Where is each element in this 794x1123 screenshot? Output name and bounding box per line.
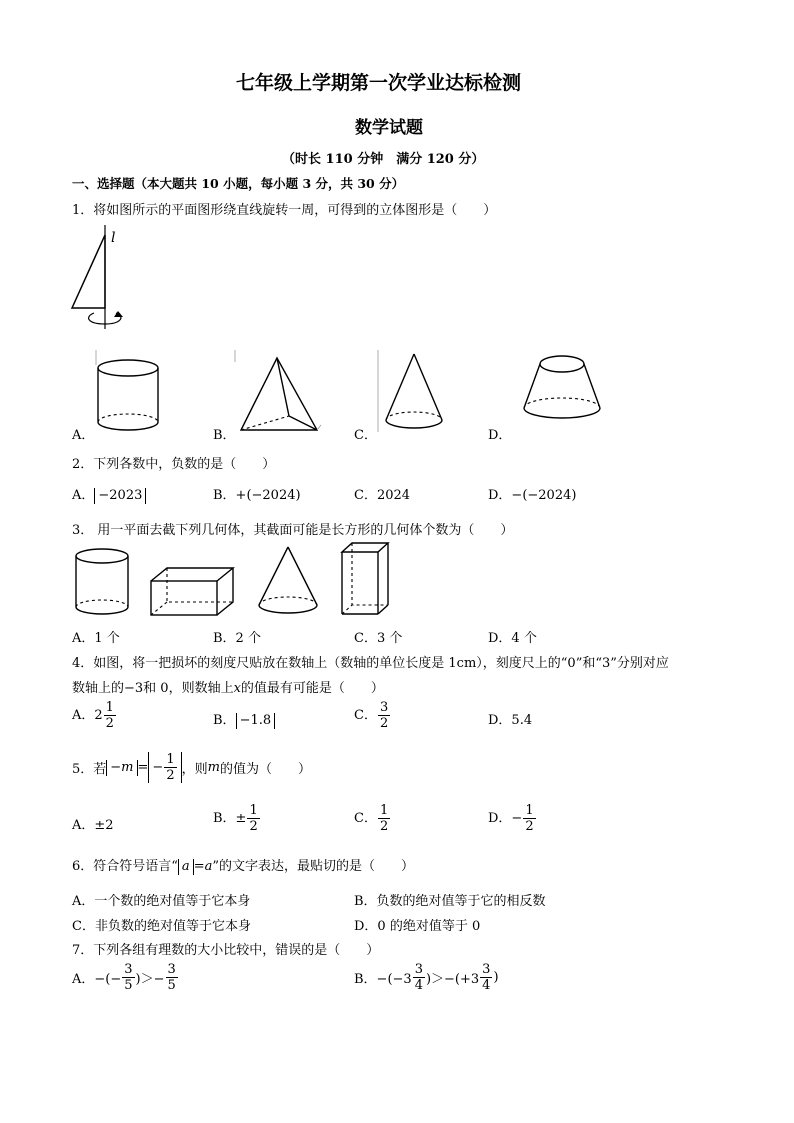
q3-option-a: A．1 个	[72, 631, 120, 646]
q4-c-den: 2	[379, 716, 389, 731]
q2-a-label: A．	[72, 488, 95, 503]
q1-option-d: D．	[488, 428, 512, 443]
q5-option-c	[354, 803, 391, 834]
q4-line2-post: 的值最有可能是（ ）	[240, 681, 384, 696]
q5-rhs-sign: −	[152, 760, 164, 775]
q4-c-num: 3	[379, 700, 389, 715]
q4-stem-line2	[72, 677, 384, 696]
exam-subject: 数学试题	[355, 118, 423, 138]
q6-option-b: B．负数的绝对值等于它的相反数	[354, 894, 546, 909]
q4-stem-line1: 4．如图，将一把损坏的刻度尺贴放在数轴上（数轴的单位长度是 1cm），刻度尺上的“0”和“3”分别对应	[72, 656, 669, 671]
q5-c-fraction	[378, 803, 390, 834]
q1-option-c: C．	[354, 428, 377, 443]
q5-stem	[72, 752, 311, 783]
q4-a-whole: 2	[94, 708, 103, 723]
frustum-shape	[518, 350, 608, 435]
q7-b-num2: 3	[482, 962, 491, 977]
q6-stem	[72, 855, 414, 875]
q1-option-b: B．	[213, 428, 236, 443]
q7-stem: 7．下列各组有理数的大小比较中，错误的是（ ）	[72, 943, 380, 958]
q4-option-d: D．5.4	[488, 713, 533, 728]
q4-a-num: 1	[105, 700, 114, 715]
q3-option-b: B．2 个	[213, 631, 261, 646]
q3-cuboid	[148, 565, 238, 620]
section-heading: 一、选择题（本大题共 10 小题，每小题 3 分，共 30 分）	[72, 176, 405, 191]
q7-option-a	[72, 962, 179, 993]
q5-b-num: 1	[249, 803, 258, 818]
pyramid-shape	[233, 350, 328, 435]
q4-a-den: 2	[105, 716, 114, 731]
q6-abs-a: a	[178, 859, 194, 875]
q5-b-fraction	[247, 803, 259, 834]
q7-b-fraction1	[413, 962, 425, 993]
q4-a-fraction	[104, 700, 116, 731]
q6-option-c: C．非负数的绝对值等于它本身	[72, 919, 251, 934]
q2-stem: 2．下列各数中，负数的是（ ）	[72, 457, 276, 472]
q7-b-end: )	[493, 970, 499, 985]
q2-option-a	[72, 484, 146, 504]
q6-option-a: A．一个数的绝对值等于它本身	[72, 894, 251, 909]
exam-info: （时长 110 分钟 满分 120 分）	[282, 152, 485, 167]
q7-a-den1: 5	[124, 978, 133, 993]
q3-cone	[254, 545, 326, 617]
q7-a-den2: 5	[167, 978, 176, 993]
q2-option-c: C．2024	[354, 488, 411, 503]
q4-c-label: C．	[354, 708, 377, 723]
axis-l-label: l	[111, 230, 116, 246]
q7-b-mid: )＞−(+3	[425, 972, 480, 987]
q1-option-a: A．	[72, 428, 95, 443]
q4-option-b	[213, 709, 275, 729]
q7-option-b	[354, 962, 499, 993]
q3-prism	[338, 540, 393, 620]
q5-var-m: m	[207, 760, 220, 775]
q4-option-a	[72, 700, 117, 731]
q7-b-den2: 4	[482, 978, 491, 993]
q7-a-mid: )＞−	[135, 972, 165, 987]
q5-post: ，则	[181, 762, 208, 777]
q5-b-label: B．±	[213, 811, 247, 826]
q6-option-d: D．0 的绝对值等于 0	[354, 919, 481, 934]
q5-d-den: 2	[525, 819, 534, 834]
q2-a-abs: −2023	[94, 488, 146, 504]
q5-post2: 的值为（ ）	[219, 762, 311, 777]
q5-rhs-num: 1	[166, 752, 175, 767]
q7-a-num2: 3	[167, 962, 176, 977]
q7-b-fraction2	[480, 962, 492, 993]
q5-c-den: 2	[379, 819, 389, 834]
q3-option-c: C．3 个	[354, 631, 403, 646]
q3-stem: 3． 用一平面去截下列几何体，其截面可能是长方形的几何体个数为（ ）	[72, 523, 514, 538]
q4-a-label: A．	[72, 708, 95, 723]
q7-a-fraction1	[122, 962, 134, 993]
q5-d-num: 1	[525, 803, 534, 818]
q5-abs-m: −m	[106, 760, 137, 776]
q6-eq: =	[193, 859, 205, 874]
q2-option-b: B．+(−2024)	[213, 488, 301, 503]
q2-option-d: D．−(−2024)	[488, 488, 577, 503]
cylinder-shape	[92, 350, 167, 435]
q3-option-d: D．4 个	[488, 631, 537, 646]
q4-b-label: B．	[213, 713, 236, 728]
q5-d-label: D．−	[488, 811, 523, 826]
q7-a-fraction2	[166, 962, 178, 993]
q7-a-num1: 3	[124, 962, 133, 977]
q6-post: ”的文字表达，最贴切的是（ ）	[212, 859, 415, 874]
q4-line2-pre: 数轴上的−3和 0，则数轴上	[72, 681, 234, 696]
q5-option-a: A．±2	[72, 818, 114, 833]
q7-b-prefix: B．−(−3	[354, 972, 412, 987]
q5-option-d	[488, 803, 537, 834]
q5-c-num: 1	[379, 803, 389, 818]
q5-rhs-den: 2	[166, 768, 175, 783]
q5-rhs-fraction	[164, 752, 176, 783]
q5-eq: =	[137, 760, 149, 775]
q5-d-fraction	[523, 803, 535, 834]
q4-option-c	[354, 700, 391, 731]
q5-abs-rhs	[148, 752, 181, 783]
q7-b-num1: 3	[414, 962, 423, 977]
q4-var-x: x	[233, 681, 241, 696]
q1-stem: 1．将如图所示的平面图形绕直线旋转一周，可得到的立体图形是（ ）	[72, 203, 497, 218]
q6-rhs-a: a	[204, 859, 213, 874]
q7-b-den1: 4	[414, 978, 423, 993]
q4-c-fraction	[378, 700, 390, 731]
cone-shape	[374, 350, 454, 435]
q5-option-b	[213, 803, 261, 834]
q1-rotation-figure	[68, 225, 138, 330]
q7-a-prefix: A．−(−	[72, 972, 122, 987]
page-title: 七年级上学期第一次学业达标检测	[236, 72, 522, 94]
q5-pre: 5．若	[72, 762, 107, 777]
q3-cylinder	[72, 545, 134, 617]
q5-c-label: C．	[354, 811, 377, 826]
q4-b-abs: −1.8	[236, 713, 276, 729]
q5-b-den: 2	[249, 819, 258, 834]
q6-pre: 6．符合符号语言“	[72, 859, 178, 874]
